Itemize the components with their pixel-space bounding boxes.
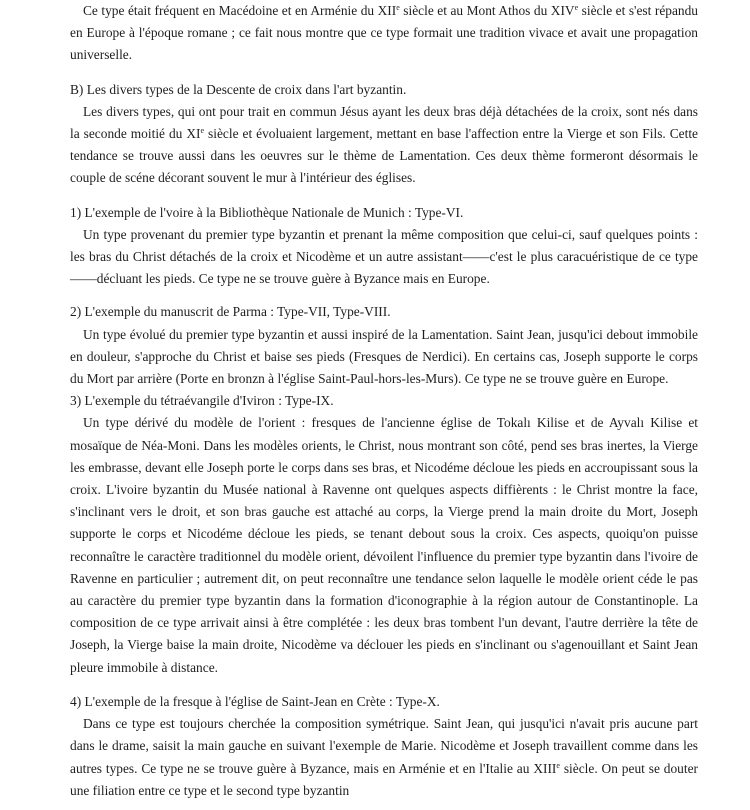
superscript: e: [200, 126, 205, 136]
section-b-text-b: siècle et évoluaient largement, mettant en base l'affection entre la Vierge et son Fils. Cette tendance se trouve aussi dans les oeuvres sur le thème de Lamentation. Ces deux thème formeront désormais le couple de scéne décorant souvent le mur à l'intérieur des églises.: [70, 126, 698, 186]
section-b-text-a: Les divers types, qui ont pour trait en commun Jésus ayant les deux bras déjà détachées de la croix, sont nés dans la seconde moitié du XI: [70, 103, 698, 142]
section-4-text-a: Dans ce type est toujours cherchée la composition symétrique. Saint Jean, qui jusqu'ici n'avait pris aucune part dans le drame, saisit la main gauche en suivant l'exemple de Marie. Nicodème et Joseph travaillent comme dans les autres types. Ce type ne se trouve guère à Byzance, mais en Arménie et en l'Italie au XIII: [70, 716, 698, 776]
section-b-paragraph: [70, 101, 698, 190]
superscript: e: [574, 3, 579, 12]
intro-paragraph: [70, 0, 698, 67]
section-b-heading: B) Les divers types de la Descente de croix dans l'art byzantin.: [70, 81, 407, 97]
section-2-paragraph: Un type évolué du premier type byzantin et aussi inspiré de la Lamentation. Saint Jean, jusqu'ici debout immobile en douleur, s'approche du Christ et baise ses pieds (Fresques de Nerdici). En certains cas, Joseph supporte le corps du Mort par arrière (Porte en bronzn à l'église Saint-Paul-hors-les-Murs). Ce type ne se trouve guère en Europe.: [70, 326, 698, 387]
superscript: e: [396, 3, 400, 12]
section-1-paragraph: Un type provenant du premier type byzantin et prenant la même composition que celui-ci, sauf quelques points : les bras du Christ détachés de la croix et Nicodème et un autre assistant——c'est le plus caracuéristique de ce type——décluant les pieds. Ce type ne se trouve guère à Byzance mais en Europe.: [70, 226, 698, 287]
superscript: e: [556, 760, 560, 770]
section-3-paragraph: Un type dérivé du modèle de l'orient : fresques de l'ancienne église de Tokalı Kilise et de Ayvalı Kilise et mosaïque de Néa-Moni. Dans les modèles orients, le Christ, nous montrant son côté, pend ses bras inertes, la Vierge les embrasse, devant elle Joseph porte le corps dans ses bras, et Nicodéme décloue les pieds en accroupissant sous la croix. L'ivoire byzantin du Musée national à Ravenne ont quelques aspects diffièrents : le Christ montre la face, s'inclinant vers le droit, et son bras gauche est attaché au corps, la Vierge prend la main droite du Mort, Joseph supporte le corps et Nicodéme décloue les pieds, se tenant debout sous la croix. Ces aspects, quoiqu'on puisse reconnaître le caractère traditionnel du modèle orient, dévoilent l'influence du premier type byzantin dans l'ivoire de Ravenne en particulier ; autrement dit, on peut reconnaître une tendance selon laquelle le modèle orient céde le pas au caractère du premier type byzantin dans la formation d'iconographie à la région autour de Constantinople. La composition de ce type arrivait ainsi à être complétée : les deux bras tombent l'un devant, l'autre derrière la tête de Joseph, la Vierge baise la main droite, Nicodème va déclouer les pieds en s'inclinant ou s'agenouillant et Saint Jean pleure immobile à distance.: [70, 415, 698, 675]
section-3-heading: 3) L'exemple du tétraévangile d'Iviron : Type-IX.: [70, 393, 334, 409]
document-page: [70, 0, 698, 802]
section-2-heading: 2) L'exemple du manuscrit de Parma : Type-VII, Type-VIII.: [70, 304, 391, 320]
section-4-heading: 4) L'exemple de la fresque à l'église de Saint-Jean en Crète : Type-X.: [70, 693, 440, 709]
intro-text-c: siècle et s'est répandu en Europe à l'époque romane ; ce fait nous montre que ce type formait une tradition vivace et avait une propagation universelle.: [70, 3, 698, 63]
section-4-paragraph: [70, 713, 698, 802]
intro-text-a: Ce type était fréquent en Macédoine et en Arménie du XII: [83, 3, 397, 18]
section-4-text-b: siècle. On peut se douter une filiation entre ce type et le second type byzantin: [70, 760, 698, 798]
intro-text-b: siècle et au Mont Athos du XIV: [399, 3, 575, 18]
section-1-heading: 1) L'exemple de l'voire à la Bibliothèque Nationale de Munich : Type-VI.: [70, 204, 464, 220]
